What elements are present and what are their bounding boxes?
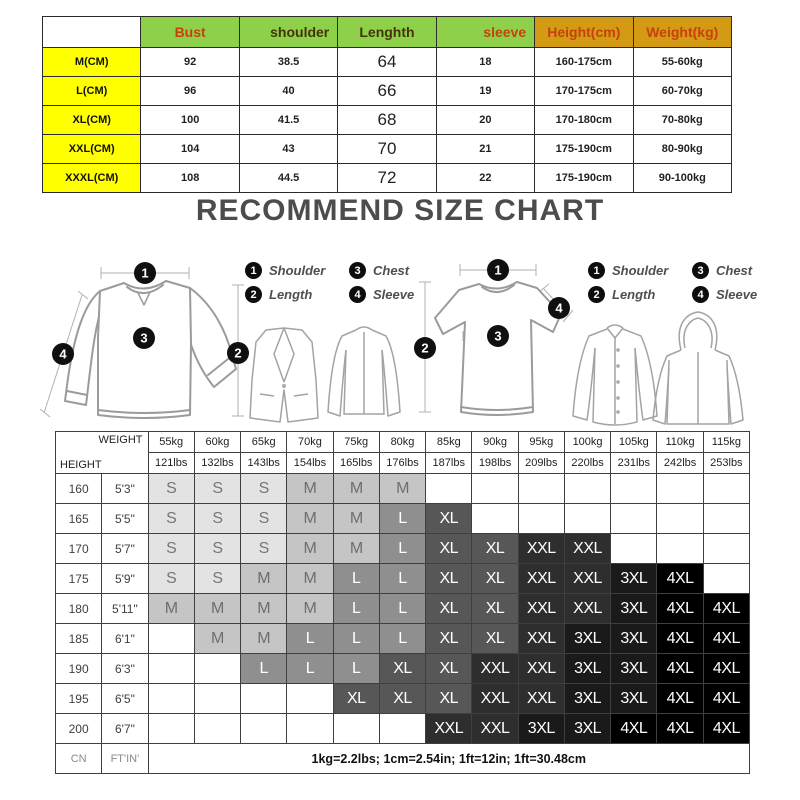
size-recommend-cell: 4XL [703,684,749,714]
size-recommend-cell: XXL [564,564,610,594]
weight-lbs-header: 132lbs [194,453,240,474]
weight-lbs-header: 198lbs [472,453,518,474]
cn-label: CN [56,744,102,774]
size-recommend-cell: 4XL [703,624,749,654]
size-recommend-cell: M [148,594,194,624]
legend-circle-number: 2 [588,286,605,303]
size-recommend-cell: 4XL [657,684,703,714]
size-recommend-cell [657,504,703,534]
size-value-cell: 90-100kg [633,164,731,193]
matrix-row [56,504,750,534]
size-recommend-cell: 4XL [657,564,703,594]
size-recommend-cell: XL [426,504,472,534]
size-value-cell: 92 [141,48,239,77]
height-ft-cell: 6'7" [102,714,148,744]
size-value-cell: 38.5 [239,48,337,77]
size-recommend-cell [472,504,518,534]
svg-text:1: 1 [141,265,149,281]
size-recommend-cell: 4XL [657,654,703,684]
matrix-lbs-row [56,453,750,474]
height-cm-cell: 200 [56,714,102,744]
size-recommend-cell: 3XL [518,714,564,744]
weight-kg-header: 70kg [287,432,333,453]
size-recommend-cell [611,504,657,534]
size-recommend-cell: 3XL [564,624,610,654]
size-value-cell: 70-80kg [633,106,731,135]
weight-kg-header: 115kg [703,432,749,453]
size-recommend-cell: L [333,594,379,624]
height-cm-cell: 185 [56,624,102,654]
weight-kg-header: 100kg [564,432,610,453]
size-value-cell: 170-175cm [535,77,633,106]
marker-chest [133,327,155,349]
size-recommend-cell [148,654,194,684]
weight-lbs-header: 242lbs [657,453,703,474]
legend-item-chest [692,262,784,279]
size-recommend-cell: 3XL [611,594,657,624]
size-row [43,77,732,106]
size-recommend-cell [194,714,240,744]
legend-circle-number: 3 [349,262,366,279]
svg-text:4: 4 [555,300,563,316]
weight-kg-header: 95kg [518,432,564,453]
corner-weight-label: WEIGHT [98,434,143,446]
size-col-header: sleeve [436,17,534,48]
size-recommend-cell [564,504,610,534]
size-recommend-cell: XXL [426,714,472,744]
size-value-cell: 22 [436,164,534,193]
height-ft-cell: 5'9" [102,564,148,594]
size-recommend-cell: 4XL [611,714,657,744]
matrix-row [56,624,750,654]
size-value-cell: 18 [436,48,534,77]
size-value-cell: 21 [436,135,534,164]
size-recommend-cell [564,474,610,504]
weight-kg-header: 85kg [426,432,472,453]
size-value-cell: 175-190cm [535,164,633,193]
marker-chest [487,325,509,347]
size-recommend-cell: L [379,564,425,594]
size-recommend-cell: XL [426,654,472,684]
size-recommend-cell: 4XL [657,714,703,744]
marker-length [414,337,436,359]
size-recommend-cell: L [379,624,425,654]
size-recommend-cell [472,474,518,504]
size-recommend-cell: XXL [472,654,518,684]
size-value-cell: 64 [338,48,436,77]
size-recommend-cell: XXL [518,564,564,594]
matrix-head [56,432,750,474]
jacket-icon [328,327,400,416]
svg-text:3: 3 [494,328,502,344]
size-recommend-cell: M [194,594,240,624]
size-recommend-cell: M [287,594,333,624]
hoodie-icon [653,312,743,424]
legend-circle-number: 4 [692,286,709,303]
size-recommend-cell [657,534,703,564]
matrix-kg-row [56,432,750,453]
size-recommend-cell: M [287,534,333,564]
svg-text:1: 1 [494,262,502,278]
size-col-header: Weight(kg) [633,17,731,48]
size-recommend-cell [148,624,194,654]
size-recommend-cell: XL [333,684,379,714]
size-recommend-cell: S [148,474,194,504]
height-ft-cell: 5'7" [102,534,148,564]
size-table-header-row [43,17,732,48]
matrix-row [56,564,750,594]
height-ft-cell: 6'3" [102,654,148,684]
size-value-cell: 68 [338,106,436,135]
size-recommend-cell: XL [426,624,472,654]
weight-lbs-header: 220lbs [564,453,610,474]
size-recommend-cell: S [148,534,194,564]
weight-lbs-header: 143lbs [241,453,287,474]
weight-kg-header: 60kg [194,432,240,453]
size-recommend-cell: XL [472,624,518,654]
matrix-footer [56,744,750,774]
size-value-cell: 66 [338,77,436,106]
weight-lbs-header: 121lbs [148,453,194,474]
size-recommend-cell: XXL [518,594,564,624]
size-recommend-cell: L [333,624,379,654]
size-recommend-cell [703,504,749,534]
size-recommend-cell [148,714,194,744]
size-recommend-cell [194,684,240,714]
size-value-cell: 100 [141,106,239,135]
size-recommend-cell: XXL [472,714,518,744]
height-ft-cell: 6'5" [102,684,148,714]
size-recommend-cell [148,684,194,714]
marker-shoulder [487,259,509,281]
height-ft-cell: 5'3" [102,474,148,504]
size-recommend-cell: 3XL [611,654,657,684]
size-value-cell: 43 [239,135,337,164]
size-recommend-cell: L [379,534,425,564]
matrix-corner [56,432,149,474]
legend-circle-number: 4 [349,286,366,303]
height-cm-cell: 175 [56,564,102,594]
height-ft-cell: 5'11" [102,594,148,624]
size-table-head [43,17,732,48]
size-recommend-cell: S [148,564,194,594]
size-recommend-cell: S [194,504,240,534]
size-recommend-cell: M [287,564,333,594]
blazer-and-jacket-icons [236,320,406,432]
size-recommend-cell: 4XL [703,654,749,684]
size-recommend-cell: M [333,534,379,564]
corner-height-label: HEIGHT [60,459,102,471]
size-value-cell: 44.5 [239,164,337,193]
size-value-cell: 20 [436,106,534,135]
weight-lbs-header: 231lbs [611,453,657,474]
size-value-cell: 55-60kg [633,48,731,77]
matrix-row [56,594,750,624]
size-recommend-cell [611,474,657,504]
size-recommend-cell: M [241,594,287,624]
size-recommend-cell: XL [379,684,425,714]
sweatshirt-outline [65,281,236,418]
weight-lbs-header: 154lbs [287,453,333,474]
shirt-icon [573,325,657,425]
legend-item-label: Shoulder [269,263,326,278]
legend-item-label: Length [269,287,313,302]
weight-kg-header: 65kg [241,432,287,453]
size-recommend-cell: XL [426,534,472,564]
size-recommend-cell: M [287,504,333,534]
size-col-header: Bust [141,17,239,48]
weight-kg-header: 90kg [472,432,518,453]
size-recommend-cell: S [194,534,240,564]
size-recommend-cell [703,564,749,594]
height-weight-matrix [55,431,750,774]
size-recommend-cell [518,504,564,534]
size-recommend-cell: 4XL [703,594,749,624]
size-col-header: shoulder [239,17,337,48]
legend-item-label: Sleeve [373,287,415,302]
matrix-footer-row [56,744,750,774]
legend-item-label: Chest [716,263,753,278]
size-recommend-cell: 4XL [657,624,703,654]
height-cm-cell: 160 [56,474,102,504]
size-col-header: Height(cm) [535,17,633,48]
size-recommend-cell [194,654,240,684]
height-cm-cell: 180 [56,594,102,624]
matrix-row [56,474,750,504]
size-recommend-cell: L [241,654,287,684]
weight-kg-header: 55kg [148,432,194,453]
size-recommend-cell: M [241,624,287,654]
size-row-label: XXL(CM) [43,135,141,164]
ftin-label: FT'IN' [102,744,148,774]
size-value-cell: 72 [338,164,436,193]
matrix-row [56,684,750,714]
size-value-cell: 70 [338,135,436,164]
size-recommend-cell: S [241,504,287,534]
size-row-label: M(CM) [43,48,141,77]
size-row [43,164,732,193]
legend-item-shoulder [245,262,349,279]
size-recommend-cell: L [333,564,379,594]
size-recommend-cell: 3XL [611,684,657,714]
height-cm-cell: 195 [56,684,102,714]
conversion-note: 1kg=2.2lbs; 1cm=2.54in; 1ft=12in; 1ft=30.48cm [148,744,749,774]
tshirt-measure-diagram [403,246,583,432]
size-table [42,16,732,193]
size-row [43,135,732,164]
size-recommend-cell [657,474,703,504]
size-recommend-cell: S [194,474,240,504]
size-recommend-cell: XXL [564,594,610,624]
size-recommend-cell [426,474,472,504]
size-recommend-cell: 4XL [657,594,703,624]
size-recommend-cell [379,714,425,744]
size-recommend-cell: L [287,624,333,654]
size-recommend-cell [287,684,333,714]
matrix-row [56,654,750,684]
size-recommend-cell: XL [472,534,518,564]
size-row-label: L(CM) [43,77,141,106]
svg-text:4: 4 [59,346,67,362]
height-cm-cell: 165 [56,504,102,534]
blazer-icon [250,328,318,422]
svg-text:3: 3 [140,330,148,346]
legend-circle-number: 2 [245,286,262,303]
size-row-label: XL(CM) [43,106,141,135]
height-ft-cell: 6'1" [102,624,148,654]
size-value-cell: 175-190cm [535,135,633,164]
legend-item-shoulder [588,262,692,279]
size-recommend-cell [333,714,379,744]
height-ft-cell: 5'5" [102,504,148,534]
size-recommend-cell: XL [426,684,472,714]
matrix-row [56,534,750,564]
size-value-cell: 40 [239,77,337,106]
size-recommend-cell: M [287,474,333,504]
size-col-header [43,17,141,48]
size-recommend-cell: M [333,474,379,504]
size-recommend-cell: XXL [518,684,564,714]
shirt-and-hoodie-icons [563,288,748,436]
size-value-cell: 170-180cm [535,106,633,135]
size-recommend-cell: M [333,504,379,534]
weight-lbs-header: 187lbs [426,453,472,474]
size-row [43,106,732,135]
size-recommend-cell [703,534,749,564]
legend-circle-number: 1 [588,262,605,279]
size-recommend-cell: XL [472,594,518,624]
marker-shoulder [134,262,156,284]
weight-lbs-header: 253lbs [703,453,749,474]
tshirt-outline [435,282,561,415]
size-recommend-cell: M [379,474,425,504]
size-value-cell: 19 [436,77,534,106]
size-recommend-cell [611,534,657,564]
legend-item-label: Shoulder [612,263,669,278]
size-recommend-cell: XL [379,654,425,684]
size-recommend-cell: XXL [518,624,564,654]
weight-kg-header: 75kg [333,432,379,453]
size-recommend-cell: XL [426,564,472,594]
size-recommend-cell: XXL [518,534,564,564]
size-value-cell: 104 [141,135,239,164]
height-cm-cell: 190 [56,654,102,684]
size-value-cell: 60-70kg [633,77,731,106]
legend-circle-number: 3 [692,262,709,279]
matrix-body [56,474,750,744]
size-recommend-cell [287,714,333,744]
weight-lbs-header: 165lbs [333,453,379,474]
size-recommend-cell [703,474,749,504]
weight-kg-header: 105kg [611,432,657,453]
svg-text:2: 2 [421,340,429,356]
legend-item-label: Chest [373,263,410,278]
size-row-label: XXXL(CM) [43,164,141,193]
size-recommend-cell: 3XL [564,684,610,714]
weight-kg-header: 110kg [657,432,703,453]
matrix-row [56,714,750,744]
marker-sleeve [52,343,74,365]
weight-lbs-header: 176lbs [379,453,425,474]
size-recommend-cell: L [333,654,379,684]
svg-text:2: 2 [234,345,242,361]
size-recommend-cell: S [241,474,287,504]
size-recommend-cell: 3XL [611,564,657,594]
size-recommend-cell: XL [426,594,472,624]
size-table-body [43,48,732,193]
size-recommend-cell: L [379,504,425,534]
size-recommend-cell: XL [472,564,518,594]
height-cm-cell: 170 [56,534,102,564]
size-recommend-cell: S [241,534,287,564]
size-recommend-cell: L [287,654,333,684]
size-value-cell: 160-175cm [535,48,633,77]
legend-circle-number: 1 [245,262,262,279]
size-recommend-cell: M [241,564,287,594]
size-recommend-cell: 4XL [703,714,749,744]
legend-item-label: Sleeve [716,287,758,302]
size-recommend-cell: XXL [564,534,610,564]
size-recommend-cell: XXL [472,684,518,714]
size-recommend-cell [518,474,564,504]
size-recommend-cell: XXL [518,654,564,684]
page-title: RECOMMEND SIZE CHART [195,194,605,227]
size-recommend-cell [241,714,287,744]
size-recommend-cell: 3XL [564,714,610,744]
size-recommend-cell: 3XL [611,624,657,654]
weight-kg-header: 80kg [379,432,425,453]
size-value-cell: 41.5 [239,106,337,135]
size-value-cell: 96 [141,77,239,106]
size-recommend-cell: S [194,564,240,594]
size-row [43,48,732,77]
weight-lbs-header: 209lbs [518,453,564,474]
size-value-cell: 80-90kg [633,135,731,164]
size-recommend-cell: L [379,594,425,624]
size-col-header: Lenghth [338,17,436,48]
legend-item-label: Length [612,287,656,302]
legend-item-length [245,286,349,303]
size-recommend-cell: 3XL [564,654,610,684]
size-value-cell: 108 [141,164,239,193]
size-recommend-cell [241,684,287,714]
size-recommend-cell: M [194,624,240,654]
size-recommend-cell: S [148,504,194,534]
